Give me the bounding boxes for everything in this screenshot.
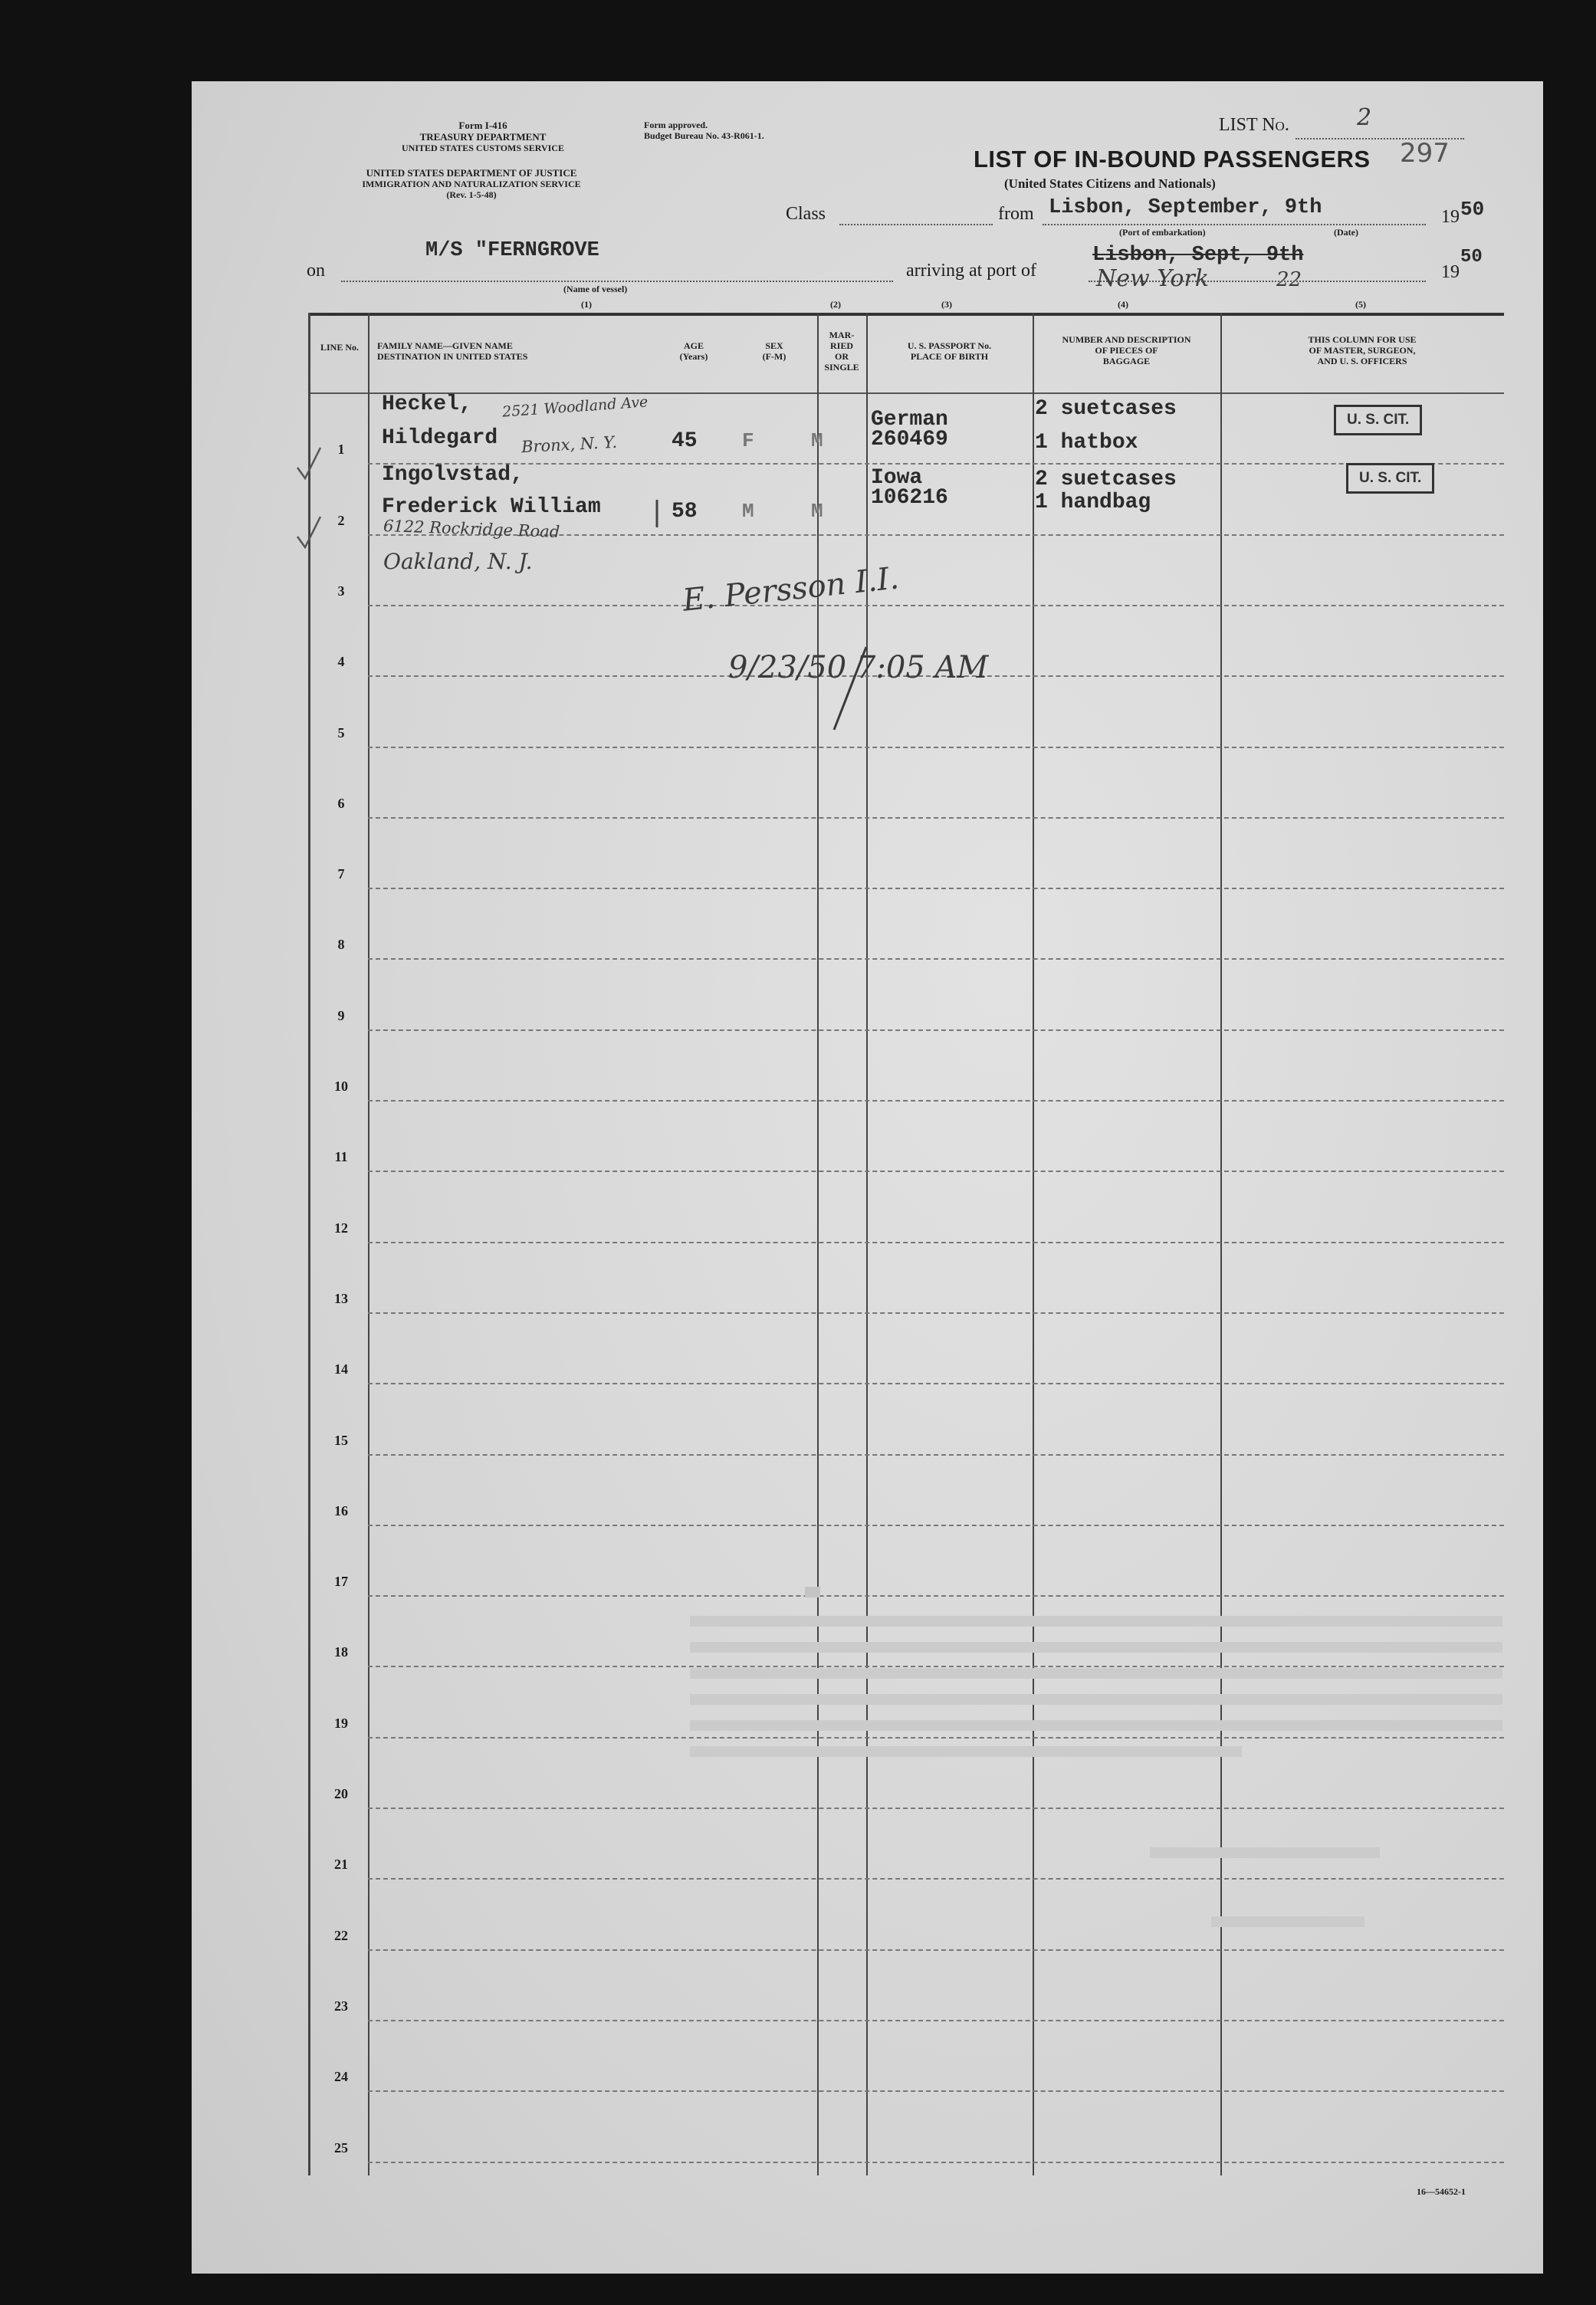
p2-baggage-2: 1 handbag: [1035, 491, 1151, 514]
header-family-name: FAMILY NAME—GIVEN NAME: [377, 340, 513, 351]
revision: (Rev. 1-5-48): [446, 189, 497, 200]
ghost-line: [1150, 1847, 1380, 1858]
header-destination: DESTINATION IN UNITED STATES: [377, 351, 528, 362]
p1-marital: M: [811, 429, 823, 452]
p1-baggage-2: 1 hatbox: [1035, 431, 1138, 455]
row-number: 13: [334, 1290, 348, 1306]
row-rule: [368, 1878, 1504, 1880]
check-mark-icon: [294, 445, 325, 483]
year-prefix-1: 19: [1441, 207, 1460, 227]
p2-age: 58: [672, 500, 698, 524]
row-number: 18: [334, 1644, 348, 1660]
header-married: [817, 330, 866, 373]
header-age: [667, 340, 721, 362]
bracket-mark-icon: [655, 498, 671, 529]
row-rule: [368, 958, 1504, 960]
row-number: 9: [337, 1007, 345, 1023]
class-label: Class: [786, 204, 826, 224]
year-2: 50: [1460, 247, 1483, 268]
header-line-no-text: LINE No.: [320, 342, 359, 353]
p2-birthplace: Iowa: [871, 466, 923, 490]
ghost-line: [690, 1720, 1502, 1731]
p1-baggage-1: 2 suetcases: [1035, 397, 1177, 421]
row-number: 6: [337, 795, 345, 811]
p1-family-name: Heckel,: [382, 392, 472, 416]
header-name: [377, 340, 527, 362]
from-label: from: [998, 204, 1034, 224]
row-rule: [368, 1525, 1504, 1526]
row-rule: [368, 1242, 1504, 1243]
row-number: 15: [334, 1432, 348, 1448]
on-label: on: [307, 261, 325, 281]
inspector-signature: E. Persson I.I.: [681, 560, 901, 619]
p2-citizen-stamp: U. S. CIT.: [1346, 463, 1434, 494]
table-top-rule: [308, 313, 1504, 316]
row-number: 5: [337, 724, 345, 740]
p2-baggage-1: 2 suetcases: [1035, 468, 1177, 491]
row-rule: [368, 1171, 1504, 1172]
row-rule: [368, 1454, 1504, 1456]
arrival-line: [1089, 281, 1426, 282]
ghost-line: [690, 1668, 1502, 1679]
header-officers-3: AND U. S. OFFICERS: [1317, 356, 1407, 366]
customs-service: UNITED STATES CUSTOMS SERVICE: [402, 143, 564, 153]
row-number: 3: [337, 583, 345, 599]
header-passport-2: PLACE OF BIRTH: [910, 351, 989, 362]
header-baggage-2: OF PIECES OF: [1095, 345, 1158, 356]
row-number: 25: [334, 2139, 348, 2156]
p1-sex: F: [742, 429, 754, 452]
row-number: 17: [334, 1574, 348, 1590]
row-rule: [368, 1100, 1504, 1102]
ins-service: IMMIGRATION AND NATURALIZATION SERVICE: [362, 179, 581, 189]
header-sex-1: SEX: [765, 340, 783, 351]
row-number: 7: [337, 866, 345, 882]
from-line: [1043, 224, 1426, 225]
header-married-3: OR: [835, 351, 849, 362]
header-married-1: MAR-: [829, 330, 855, 340]
row-rule: [368, 1949, 1504, 1951]
header-officers: [1220, 334, 1504, 366]
row-number: 16: [334, 1502, 348, 1519]
form-header-left: [368, 120, 598, 153]
ghost-line: [690, 1694, 1502, 1705]
page-number: 297: [1400, 138, 1450, 169]
list-no-value: 2: [1357, 104, 1372, 131]
justice-dept: UNITED STATES DEPARTMENT OF JUSTICE: [366, 167, 577, 179]
document-subtitle: (United States Citizens and Nationals): [1004, 176, 1216, 191]
p2-family-name: Ingolvstad,: [382, 463, 524, 487]
row-number: 4: [337, 654, 345, 670]
row-rule: [368, 2020, 1504, 2021]
header-age-2: (Years): [679, 351, 708, 362]
p2-sex: M: [742, 500, 754, 523]
row-rule: [368, 888, 1504, 889]
budget-bureau: Budget Bureau No. 43-R061-1.: [644, 130, 764, 141]
document-title: LIST OF IN-BOUND PASSENGERS: [974, 146, 1371, 172]
row-number: 20: [334, 1786, 348, 1801]
col-divider-officers: [1220, 313, 1222, 2175]
ghost-line: [1211, 1916, 1364, 1927]
check-mark-icon: [294, 514, 325, 552]
row-number: 1: [337, 442, 345, 458]
treasury-dept: TREASURY DEPARTMENT: [419, 131, 547, 143]
row-rule: [368, 817, 1504, 819]
justice-block: [299, 167, 644, 200]
year-prefix-2: 19: [1441, 262, 1460, 282]
header-line-no: [313, 342, 366, 353]
signature-stroke-icon: [828, 644, 874, 736]
row-number: 24: [334, 2069, 348, 2085]
header-officers-2: OF MASTER, SURGEON,: [1309, 345, 1416, 356]
row-number: 22: [334, 1927, 348, 1943]
row-number: 2: [337, 512, 345, 528]
p1-passport: 260469: [871, 428, 948, 451]
vessel-caption: (Name of vessel): [563, 284, 628, 294]
row-number: 10: [334, 1079, 348, 1094]
p2-dest-city: Oakland, N. J.: [383, 549, 533, 574]
row-number: 14: [334, 1361, 348, 1377]
table-header-rule: [308, 392, 1504, 394]
header-baggage: [1033, 334, 1220, 366]
p2-given-name: Frederick William: [382, 495, 601, 519]
table-left-edge: [308, 313, 310, 2175]
class-line: [839, 224, 993, 225]
row-rule: [368, 605, 1504, 606]
p1-age: 45: [672, 429, 698, 453]
row-rule: [368, 747, 1504, 748]
list-no-label: LIST No.: [1219, 115, 1289, 135]
header-passport: [866, 340, 1033, 362]
header-married-4: SINGLE: [824, 362, 859, 373]
row-number: 11: [334, 1149, 348, 1165]
date-caption: (Date): [1334, 227, 1358, 238]
arrival-port-handwritten: New York: [1096, 265, 1209, 292]
p1-given-name: Hildegard: [382, 426, 498, 450]
row-rule: [368, 1595, 1504, 1597]
form-number: Form I-416: [458, 120, 507, 131]
col-ref-4: (4): [1118, 299, 1128, 310]
row-rule: [368, 1312, 1504, 1314]
col-divider-baggage: [1033, 313, 1034, 2175]
header-sex: [747, 340, 801, 362]
p2-passport: 106216: [871, 486, 948, 510]
vessel-line: [341, 281, 893, 282]
arriving-label: arriving at port of: [906, 261, 1036, 281]
row-number: 8: [337, 937, 345, 953]
header-baggage-1: NUMBER AND DESCRIPTION: [1062, 334, 1191, 345]
p1-dest-city: Bronx, N. Y.: [521, 432, 618, 457]
p2-marital: M: [811, 500, 823, 523]
header-age-1: AGE: [683, 340, 704, 351]
ghost-line: [805, 1587, 820, 1597]
header-officers-1: THIS COLUMN FOR USE: [1308, 334, 1417, 345]
p1-citizen-stamp: U. S. CIT.: [1334, 405, 1422, 435]
row-number: 19: [334, 1715, 348, 1731]
header-baggage-3: BAGGAGE: [1102, 356, 1151, 366]
p1-dest-street: 2521 Woodland Ave: [501, 393, 649, 421]
ghost-line: [690, 1616, 1502, 1627]
col-divider-line-no: [368, 313, 369, 2175]
col-ref-5: (5): [1355, 299, 1366, 310]
print-code: 16—54652-1: [1417, 2186, 1466, 2197]
header-sex-2: (F-M): [762, 351, 787, 362]
row-rule: [368, 1737, 1504, 1739]
row-number: 23: [334, 1998, 348, 2014]
p1-birthplace: German: [871, 408, 948, 432]
port-embark-caption: (Port of embarkation): [1119, 227, 1206, 238]
row-number: 12: [334, 1220, 348, 1236]
row-rule: [368, 463, 1504, 465]
row-rule: [368, 2162, 1504, 2163]
col-ref-2: (2): [830, 299, 841, 310]
header-passport-1: U. S. PASSPORT No.: [907, 340, 992, 351]
vessel-name: M/S "FERNGROVE: [425, 239, 599, 262]
arrival-port-typed: Lisbon, Sept, 9th: [1092, 244, 1304, 267]
budget-block: [644, 120, 764, 141]
col-ref-3: (3): [941, 299, 952, 310]
row-rule: [368, 1029, 1504, 1031]
form-approved: Form approved.: [644, 120, 708, 130]
year-1: 50: [1460, 198, 1485, 221]
row-rule: [368, 2090, 1504, 2092]
row-rule: [368, 1808, 1504, 1809]
row-rule: [368, 1383, 1504, 1384]
p2-dest-street: 6122 Rockridge Road: [383, 516, 560, 542]
col-ref-1: (1): [581, 299, 592, 310]
ghost-line: [690, 1746, 1242, 1757]
inspection-timestamp: 9/23/50 7:05 AM: [728, 650, 989, 685]
arrival-day-handwritten: 22: [1276, 268, 1302, 291]
ghost-line: [690, 1642, 1502, 1653]
header-married-2: RIED: [829, 340, 853, 351]
row-number: 21: [334, 1857, 348, 1873]
embarkation-port: Lisbon, September, 9th: [1049, 196, 1322, 219]
